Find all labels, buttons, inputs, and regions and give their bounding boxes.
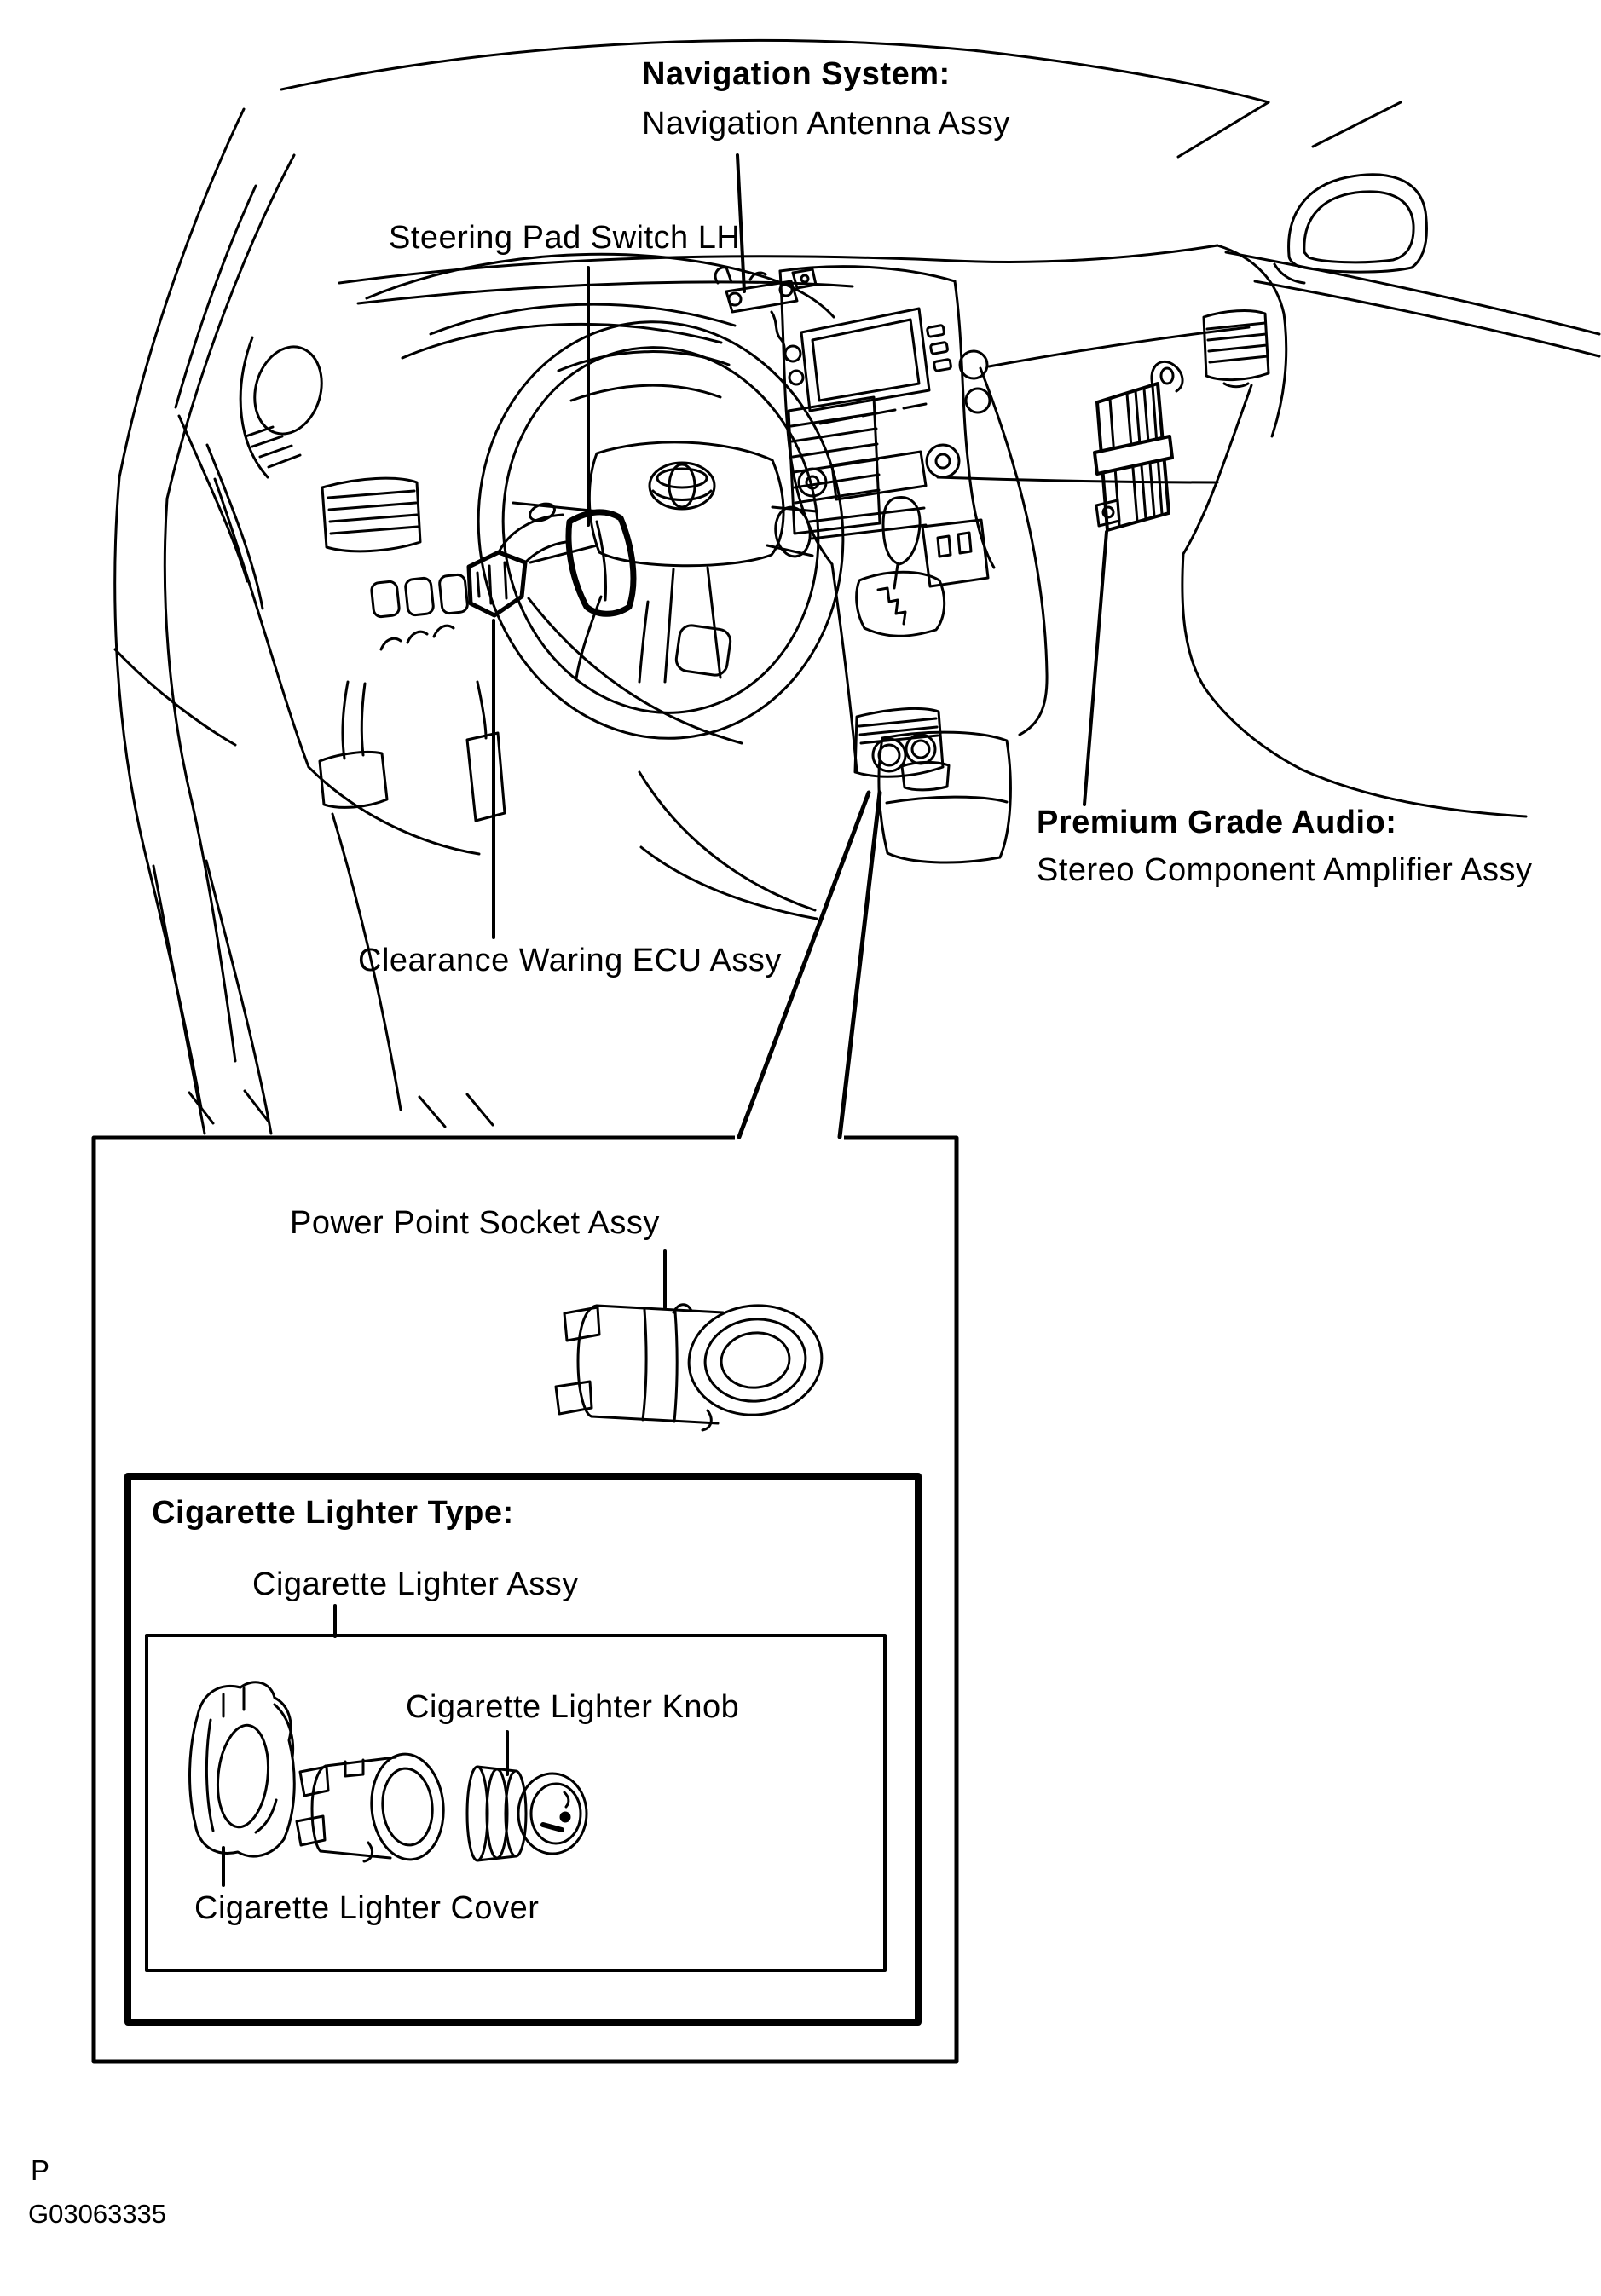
left-door-panel — [115, 416, 271, 1134]
callout-power-point-socket: Power Point Socket Assy — [290, 1205, 660, 1241]
side-mirror — [1274, 175, 1426, 283]
cigarette-lighter-knob-part — [467, 1767, 587, 1860]
footer-page-letter: P — [31, 2155, 50, 2186]
leader-lines — [223, 155, 1107, 1885]
cigarette-lighter-cover-part — [190, 1682, 295, 1856]
callout-cigarette-lighter-assy: Cigarette Lighter Assy — [252, 1566, 579, 1602]
callout-premium-grade-audio-heading: Premium Grade Audio: — [1037, 805, 1397, 840]
steering-wheel — [448, 296, 872, 765]
callout-navigation-antenna: Navigation Antenna Assy — [642, 106, 1010, 141]
callout-clearance-warning-ecu: Clearance Waring ECU Assy — [358, 943, 782, 978]
power-point-socket-part — [556, 1299, 827, 1430]
amplifier-part — [1095, 361, 1182, 530]
callout-steering-pad-switch: Steering Pad Switch LH — [389, 220, 741, 256]
callout-navigation-system-heading: Navigation System: — [642, 56, 951, 92]
cigarette-lighter-type-box — [128, 1476, 918, 2022]
callout-cigarette-lighter-cover: Cigarette Lighter Cover — [194, 1890, 540, 1926]
toyota-emblem — [650, 463, 714, 509]
cigarette-lighter-assy-part — [297, 1751, 448, 1863]
callout-cigarette-lighter-knob: Cigarette Lighter Knob — [406, 1689, 740, 1725]
right-dash-vent — [1204, 311, 1269, 387]
footer-figure-id: G03063335 — [28, 2199, 167, 2229]
center-stack — [529, 267, 994, 919]
callout-stereo-component-amplifier: Stereo Component Amplifier Assy — [1037, 852, 1533, 888]
callout-cigarette-lighter-type-heading: Cigarette Lighter Type: — [152, 1495, 514, 1531]
